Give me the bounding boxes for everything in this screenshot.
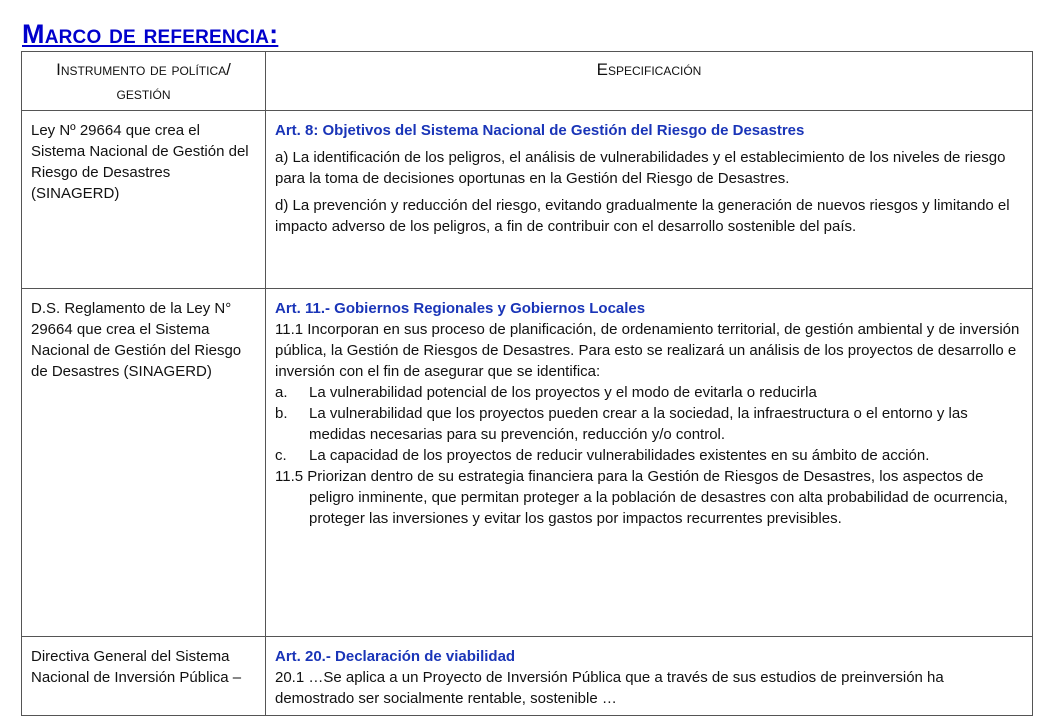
instrument-cell: Directiva General del Sistema Nacional de Inversión Pública – <box>22 637 266 716</box>
specification-cell <box>266 289 1033 637</box>
article-heading: Art. 8: Objetivos del Sistema Nacional de Gestión del Riesgo de Desastres <box>275 122 805 139</box>
header-specification: Especificación <box>266 52 1033 111</box>
list <box>275 382 1024 466</box>
list-item <box>275 382 1024 403</box>
article-heading: Art. 11.- Gobiernos Regionales y Gobiernos Locales <box>275 300 646 317</box>
specification-cell <box>266 111 1033 289</box>
table-row <box>22 289 1033 637</box>
table-row <box>22 637 1033 716</box>
list-item-text: La capacidad de los proyectos de reducir vulnerabilidades existentes en su ámbito de acción. <box>309 447 930 464</box>
article-heading: Art. 20.- Declaración de viabilidad <box>275 648 516 665</box>
list-marker: b. <box>275 405 288 422</box>
instrument-cell: D.S. Reglamento de la Ley N° 29664 que crea el Sistema Nacional de Gestión del Riesgo de Desastres (SINAGERD) <box>22 289 266 637</box>
list-item <box>275 445 1024 466</box>
specification-cell <box>266 637 1033 716</box>
instrument-cell: Ley Nº 29664 que crea el Sistema Nacional de Gestión del Riesgo de Desastres (SINAGERD) <box>22 111 266 289</box>
list-item <box>275 403 1024 445</box>
page-title: Marco de referencia: <box>22 19 279 49</box>
list-marker: c. <box>275 447 287 464</box>
list-item-text: La vulnerabilidad potencial de los proyectos y el modo de evitarla o reducirla <box>309 384 817 401</box>
table-row <box>22 111 1033 289</box>
paragraph: d) La prevención y reducción del riesgo, evitando gradualmente la generación de nuevos riesgos y limitando el impacto adverso de los peligros, a fin de contribuir con el desarrollo sostenible del país. <box>275 197 1010 235</box>
list-marker: a. <box>275 384 288 401</box>
paragraph: a) La identificación de los peligros, el análisis de vulnerabilidades y el establecimiento de los niveles de riesgo para la toma de decisiones oportunas en la Gestión del Riesgo de Desastres. <box>275 149 1006 187</box>
header-instrument: Instrumento de política/ gestión <box>22 52 266 111</box>
paragraph: 20.1 …Se aplica a un Proyecto de Inversión Pública que a través de sus estudios de preinversión ha demostrado ser socialmente rentable, sostenible … <box>275 669 944 707</box>
table-header-row <box>22 52 1033 111</box>
paragraph: 11.1 Incorporan en sus proceso de planificación, de ordenamiento territorial, de gestión ambiental y de inversión pública, la Gestión de Riesgos de Desastres. Para esto se realizará un análisis de los proyectos de desarrollo e inversión con el fin de asegurar que se identifica: <box>275 321 1020 380</box>
reference-table <box>21 51 1033 716</box>
list-item-text: La vulnerabilidad que los proyectos pueden crear a la sociedad, la infraestructura o el entorno y las medidas necesarias para su prevención, reducción y/o control. <box>309 405 968 443</box>
paragraph: 11.5 Priorizan dentro de su estrategia financiera para la Gestión de Riesgos de Desastres, los aspectos de peligro inminente, que permitan proteger a la población de desastres con alta probabilidad de ocurrencia, proteger las inversiones y evitar los gastos por impactos recurrentes previsibles. <box>275 468 1008 527</box>
